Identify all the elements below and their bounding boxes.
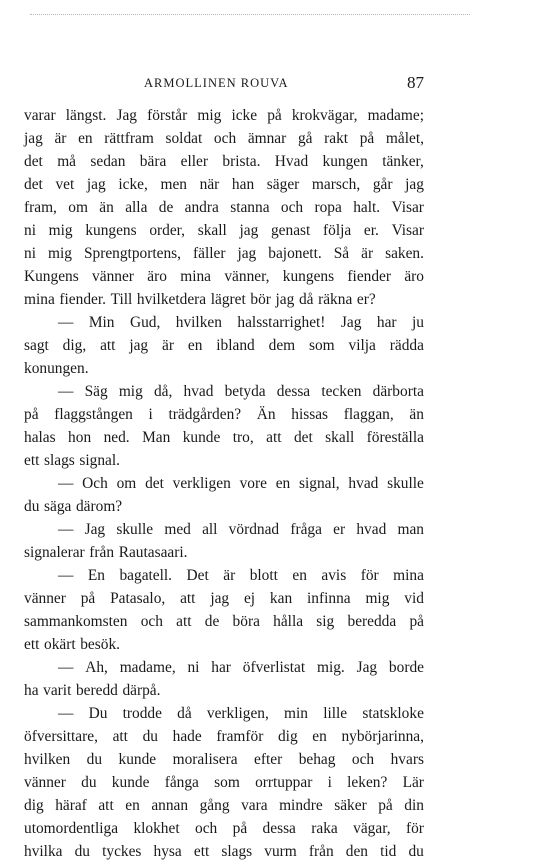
text-line: sagt dig, att jag är en ibland dem som vilja rädda	[24, 337, 424, 354]
text-line: konungen.	[24, 360, 89, 377]
text-line: ett okärt besök.	[24, 636, 120, 653]
text-line: — Min Gud, hvilken halsstarrighet! Jag har ju	[58, 314, 424, 331]
text-line: — Och om det verkligen vore en signal, hvad skulle	[58, 475, 424, 492]
text-line: sammankomsten och att de böra hålla sig beredda på	[24, 613, 424, 630]
text-line: Kungens vänner äro mina vänner, kungens fiender äro	[24, 268, 424, 285]
text-line: på flaggstången i trädgården? Än hissas flaggan, än	[24, 406, 424, 423]
running-head	[24, 73, 424, 95]
text-line: mina fiender. Till hvilketdera lägret bör jag då räkna er?	[24, 291, 376, 308]
text-line: hvilken du kunde moralisera efter behag och hvars	[24, 751, 424, 768]
top-edge-rule	[30, 14, 470, 15]
body-text	[24, 104, 424, 863]
text-line: dig häraf att en annan gång vara mindre säker på din	[24, 797, 424, 814]
text-line: vänner du kunde fånga som orrtuppar i leken? Lär	[24, 774, 424, 791]
text-line: ett slags signal.	[24, 452, 121, 469]
text-line: vänner på Patasalo, att jag ej kan infinna mig vid	[24, 590, 424, 607]
text-line: — Säg mig då, hvad betyda dessa tecken därborta	[58, 383, 424, 400]
running-title: ARMOLLINEN ROUVA	[144, 76, 289, 90]
text-line: — Ah, madame, ni har öfverlistat mig. Jag borde	[58, 659, 424, 676]
text-line: — Jag skulle med all vördnad fråga er hvad man	[58, 521, 424, 538]
text-line: signalerar från Rautasaari.	[24, 544, 188, 561]
text-line: det vet jag icke, men när han säger marsch, går jag	[24, 176, 424, 193]
text-line: hvilka du tyckes hysa ett slags vurm från den tid du	[24, 843, 424, 860]
text-line: halas hon ned. Man kunde tro, att det skall föreställa	[24, 429, 424, 446]
text-line: ni mig kungens order, skall jag genast följa er. Visar	[24, 222, 424, 239]
text-line: ni mig Sprengtportens, fäller jag bajonett. Så är saken.	[24, 245, 424, 262]
page-number: 87	[407, 73, 424, 92]
text-line: jag är en rättfram soldat och ämnar gå rakt på målet,	[24, 130, 424, 147]
text-line: — Du trodde då verkligen, min lille statskloke	[58, 705, 424, 722]
text-line: ha varit beredd därpå.	[24, 682, 161, 699]
text-line: — En bagatell. Det är blott en avis för mina	[58, 567, 424, 584]
text-line: du säga därom?	[24, 498, 123, 515]
text-line: utomordentliga klokhet och på dessa raka vägar, för	[24, 820, 424, 837]
text-line: varar längst. Jag förstår mig icke på krokvägar, madame;	[24, 107, 424, 124]
text-line: fram, om än alla de andra stanna och ropa halt. Visar	[24, 199, 424, 216]
text-line: det må sedan bära eller brista. Hvad kungen tänker,	[24, 153, 424, 170]
text-line: öfversittare, att du hade framför dig en nybörjarinna,	[24, 728, 424, 745]
